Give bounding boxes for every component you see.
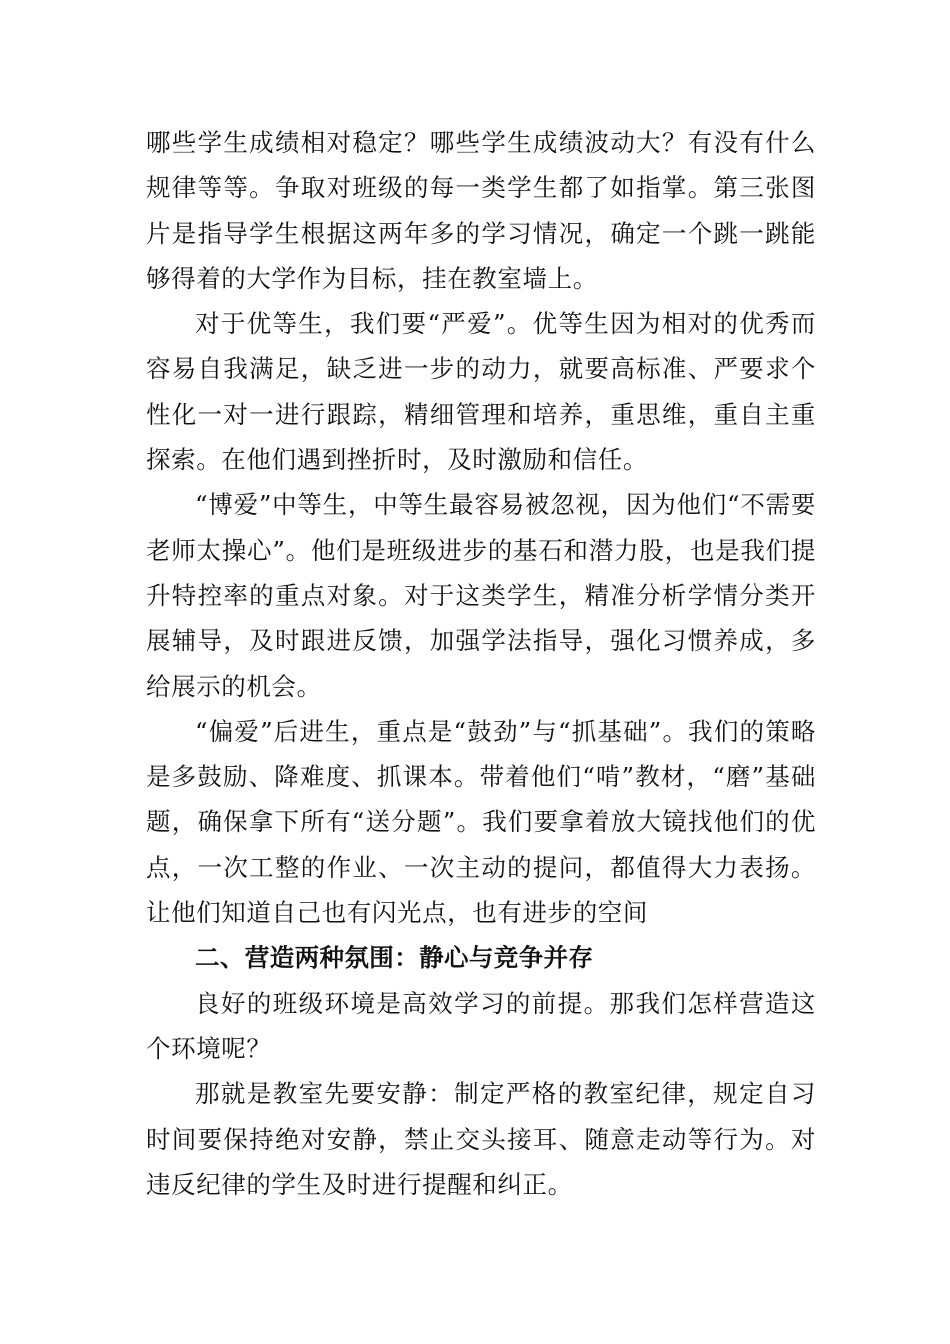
document-body bbox=[146, 120, 816, 1207]
paragraph-middle-students: “博爱”中等生，中等生最容易被忽视，因为他们“不需要老师太操心”。他们是班级进步的基石和潜力股，也是我们提升特控率的重点对象。对于这类学生，精准分析学情分类开展辅导，及时跟进反馈，加强学法指导，强化习惯养成，多给展示的机会。 bbox=[146, 490, 816, 701]
paragraph-class-environment: 良好的班级环境是高效学习的前提。那我们怎样营造这个环境呢？ bbox=[146, 988, 816, 1063]
paragraph-top-students: 对于优等生，我们要“严爱”。优等生因为相对的优秀而容易自我满足，缺乏进一步的动力，就要高标准、严要求个性化一对一进行跟踪，精细管理和培养，重思维，重自主重探索。在他们遇到挫折时，及时激励和信任。 bbox=[146, 309, 816, 475]
section-heading: 二、营造两种氛围：静心与竞争并存 bbox=[195, 943, 594, 973]
paragraph-classroom-quiet: 那就是教室先要安静：制定严格的教室纪律，规定自习时间要保持绝对安静，禁止交头接耳、随意走动等行为。对违反纪律的学生及时进行提醒和纠正。 bbox=[146, 1079, 816, 1199]
paragraph-struggling-students: “偏爱”后进生，重点是“鼓劲”与“抓基础”。我们的策略是多鼓励、降难度、抓课本。带着他们“啃”教材，“磨”基础题，确保拿下所有“送分题”。我们要拿着放大镜找他们的优点，一次工整的作业、一次主动的提问，都值得大力表扬。让他们知道自己也有闪光点，也有进步的空间 bbox=[146, 716, 816, 928]
paragraph-continued: 哪些学生成绩相对稳定？哪些学生成绩波动大？有没有什么规律等等。争取对班级的每一类学生都了如指掌。第三张图片是指导学生根据这两年多的学习情况，确定一个跳一跳能够得着的大学作为目标，挂在教室墙上。 bbox=[146, 128, 816, 293]
